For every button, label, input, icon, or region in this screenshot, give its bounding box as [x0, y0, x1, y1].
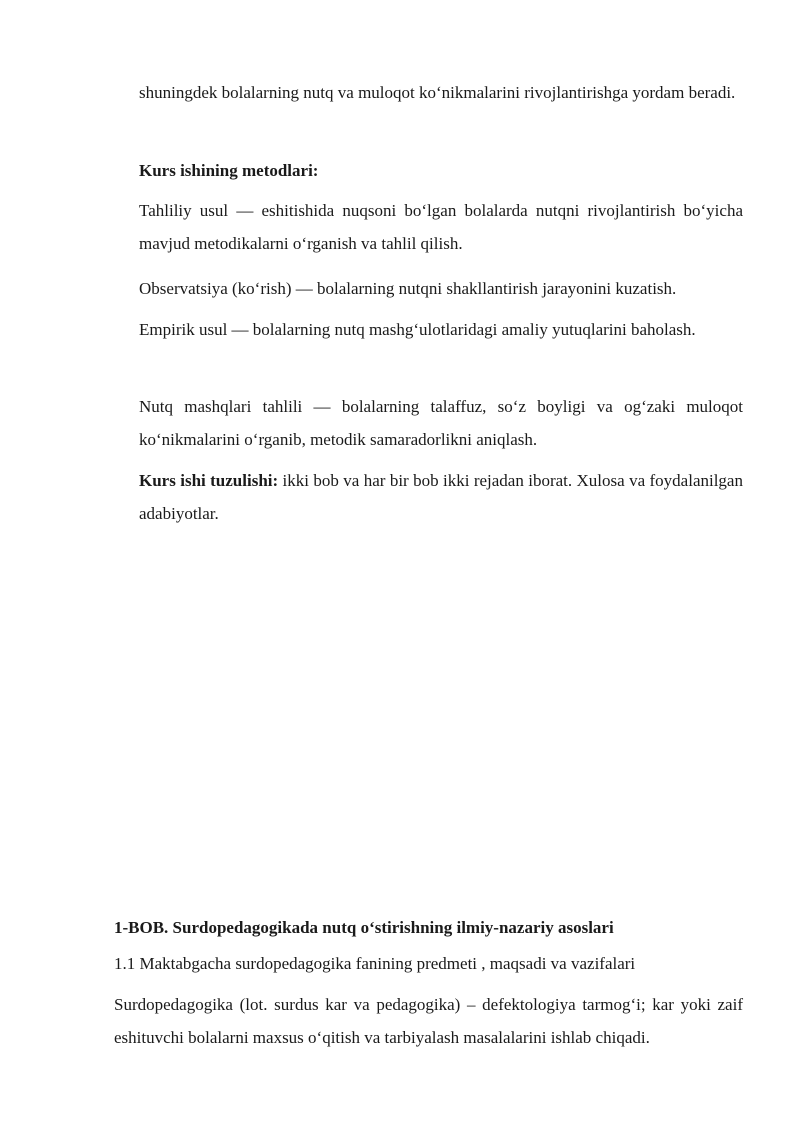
- method-paragraph-analytical: Tahliliy usul — eshitishida nuqsoni boʻlgan bolalarda nutqni rivojlantirish boʻyicha mavjud metodikalarni oʻrganish va tahlil qilish.: [139, 201, 743, 253]
- section-paragraph: Surdopedagogika (lot. surdus kar va pedagogika) – defektologiya tarmogʻi; kar yoki zaif eshituvchi bolalarni maxsus oʻqitish va tarbiyalash masalalarini ishlab chiqadi.: [114, 995, 743, 1047]
- method-paragraph-empirical: Empirik usul — bolalarning nutq mashgʻulotlaridagi amaliy yutuqlarini baholash.: [139, 320, 696, 339]
- method-paragraph-observation: Observatsiya (koʻrish) — bolalarning nutqni shakllantirish jarayonini kuzatish.: [139, 279, 677, 298]
- methods-heading: Kurs ishining metodlari:: [139, 161, 319, 180]
- method-paragraph-speech-exercises: Nutq mashqlari tahlili — bolalarning talaffuz, soʻz boyligi va ogʻzaki muloqot koʻnikmalarini oʻrganib, metodik samaradorlikni aniqlash.: [139, 397, 743, 449]
- chapter-heading: 1-BOB. Surdopedagogikada nutq oʻstirishning ilmiy-nazariy asoslari: [114, 918, 614, 937]
- section-heading: 1.1 Maktabgacha surdopedagogika fanining predmeti , maqsadi va vazifalari: [114, 954, 636, 973]
- structure-paragraph: [139, 464, 743, 530]
- structure-text: ikki bob va har bir bob ikki rejadan iborat. Xulosa va foydalanilgan adabiyotlar.: [139, 471, 743, 523]
- intro-continuation-paragraph: shuningdek bolalarning nutq va muloqot koʻnikmalarini rivojlantirishga yordam beradi.: [139, 83, 736, 102]
- structure-label: Kurs ishi tuzulishi:: [139, 471, 279, 490]
